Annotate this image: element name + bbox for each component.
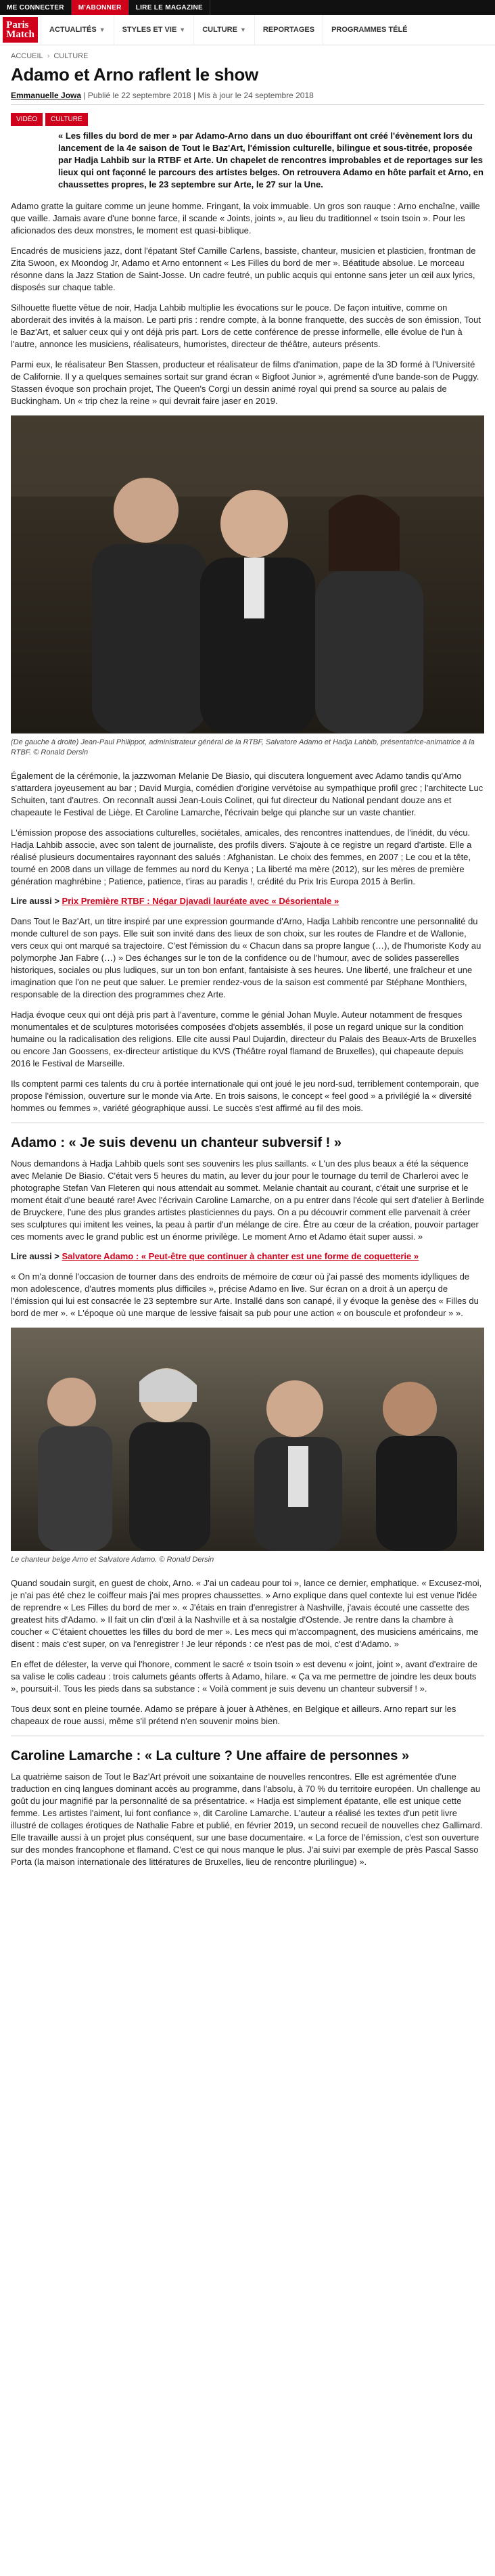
breadcrumb xyxy=(11,45,484,60)
tag-culture[interactable]: CULTURE xyxy=(45,113,87,126)
article-dates: | Publié le 22 septembre 2018 | Mis à jour le 24 septembre 2018 xyxy=(81,91,314,100)
breadcrumb-separator: › xyxy=(47,52,50,60)
photo-arno-adamo-image xyxy=(11,1328,484,1551)
arrow-right-icon: > xyxy=(54,896,62,906)
article-meta xyxy=(11,91,484,105)
photo-caption: (De gauche à droite) Jean-Paul Philippot, administrateur général de la RTBF, Salvatore Adamo et Hadja Lahbib, présentatrice-animatrice à la RTBF. © Ronald Dersin xyxy=(11,738,475,756)
connect-link[interactable]: ME CONNECTER xyxy=(0,0,72,15)
related-article xyxy=(11,896,484,906)
nav-actualites-label: ACTUALITÉS xyxy=(49,26,97,34)
nav-actualites[interactable] xyxy=(41,15,114,45)
paragraph: Également de la cérémonie, la jazzwoman Melanie De Biasio, qui discutera longuement avec Adamo tandis qu'Arno s'attardera joyeusement au bar ; David Murgia, comédien d'origine vervétoise au sympathique profil grec ; l'architecte Luc Schuiten, tant d'autres. On reconnaît aussi Jean-Louis Colinet, qui fut directeur du National pendant douze ans et chapeaute le Festival de Liège. Et Caroline Lamarche, l'écrivain belge qui planche sur un vaste chantier. xyxy=(11,771,484,817)
section-heading: Caroline Lamarche : « La culture ? Une affaire de personnes » xyxy=(11,1748,410,1763)
related-article xyxy=(11,1251,484,1261)
paragraph: En effet de délester, la verve qui l'honore, comment le sacré « tsoin tsoin » est devenu « joint, joint », avant d'extraire de sa valise le colis cadeau : trois calumets géants offerts à Adamo, hilare. « Ça va me permettre de joindre les deux bouts », poursuit-il. Tous les pieds dans sa substance : « Voilà comment je suis devenu un chanteur subversif ! ». xyxy=(11,1659,477,1694)
logo-box xyxy=(3,17,38,43)
subscribe-link[interactable]: M'ABONNER xyxy=(72,0,129,15)
breadcrumb-section[interactable]: CULTURE xyxy=(53,52,89,60)
paris-match-logo[interactable] xyxy=(0,15,41,45)
photo-arno-adamo xyxy=(11,1328,484,1551)
breadcrumb-home[interactable]: ACCUEIL xyxy=(11,52,43,60)
paragraph: Encadrés de musiciens jazz, dont l'épatant Stef Camille Carlens, bassiste, chanteur, musicien et plasticien, frontman de Zita Swoon, ex Moondog Jr, Adamo et Arno entonnent « Les Filles du bord de mer ». Béatitude absolue. Le morceau résonne dans la Jazz Station de Saint-Josse. Un cadre feutré, un public acquis qui entonne sans jeter un œil aux lyrics, disposés sur chaque table. xyxy=(11,246,476,292)
nav-programmes-label: PROGRAMMES TÉLÉ xyxy=(331,26,408,34)
article-container xyxy=(0,45,495,1868)
paragraph: « On m'a donné l'occasion de tourner dans des endroits de mémoire de cœur où j'ai passé des moments idylliques de mon adolescence, d'autres moments plus difficiles », précise Adamo en live. Sur écran on a droit à un aperçu de l'émission qui lui est consacrée le 23 septembre sur Arte. Installé dans son canapé, il y évoque la genèse des « Filles du bord de mer ». « L'époque où une marque de lessive faisait sa pub pour une action « on bouscule et profondeur » ». xyxy=(11,1271,479,1318)
photo-ceremony xyxy=(11,415,484,733)
chevron-down-icon: ▼ xyxy=(179,26,186,33)
nav-reportages[interactable] xyxy=(254,15,323,45)
paragraph: Tous deux sont en pleine tournée. Adamo se prépare à jouer à Athènes, en Belgique et ailleurs. Arno repart sur les chapeaux de roue aussi, même s'il prétend n'en souvenir moins bien. xyxy=(11,1704,456,1726)
logo-line2: Match xyxy=(6,29,34,40)
nav-programmes[interactable] xyxy=(323,15,415,45)
paragraph: Quand soudain surgit, en guest de choix, Arno. « J'ai un cadeau pour toi », lance ce dernier, emphatique. « Excusez-moi, je n'ai pas été chez le coiffeur mais j'ai mes propres chaussettes. » Arno explique dans quel contexte lui est venue l'idée de reprendre « Les Filles du bord de mer ». « J'étais en train d'enregistrer à Nashville, j'avais écouté une cassette des greatest hits d'Adamo. » Il fait un clin d'œil à la Nashville et à sa nostalgie d'Ostende. Je rentre dans la chambre à coucher « C'étaient chouettes les filles du bord de mer ». Les mecs qui m'accompagnent, des musiciens américains, me disent : mais c'est super, on va l'enregistrer ! Je leur réponds : ce n'est pas de moi, c'est d'Adamo. » xyxy=(11,1578,482,1649)
related-label: Lire aussi > xyxy=(11,1251,62,1261)
article-chapo: « Les filles du bord de mer » par Adamo-Arno dans un duo ébouriffant ont créé l'évènement lors du lancement de la 4e saison de Tout le Baz'Art, l'émission culturelle, bilingue et sous-titrée, proposée par Hadja Lahbib sur la RTBF et Arte. Un chapelet de rencontres improbables et de reportages sur les lieux qui ont façonné le parcours des artistes belges. On retrouvera Adamo en hôte parfait et Arno, en chaussettes propres, le 23 septembre sur Arte, le 27 sur la Une. xyxy=(58,131,484,189)
nav-styles-label: STYLES ET VIE xyxy=(122,26,177,34)
nav-styles[interactable] xyxy=(114,15,194,45)
top-bar xyxy=(0,0,495,15)
related-link[interactable]: Salvatore Adamo : « Peut-être que continuer à chanter est une forme de coquetterie » xyxy=(62,1251,419,1261)
related-link[interactable]: Prix Première RTBF : Négar Djavadi lauréate avec « Désorientale » xyxy=(62,896,339,906)
photo-caption: Le chanteur belge Arno et Salvatore Adamo. © Ronald Dersin xyxy=(11,1556,214,1564)
photo-ceremony-image xyxy=(11,415,484,733)
paragraph: Parmi eux, le réalisateur Ben Stassen, producteur et réalisateur de films d'animation, pape de la 3D formé à l'Université de Californie. Il y a quelques semaines sortait sur grand écran « Bigfoot Junior », agrémenté d'une bande-son de Puggy. Stassen évoque son prochain projet, The Queen's Corgi un dessin animé royal qui prend sa source au palais de Buckingham. Un « trip chez la reine » qui devrait faire jaser en 2019. xyxy=(11,359,479,406)
paragraph: Hadja évoque ceux qui ont déjà pris part à l'aventure, comme le génial Johan Muyle. Auteur notamment de fresques monumentales et de sculptures motorisées composées d'objets assemblés, il pose un regard unique sur la condition humaine ou la radicalisation des religions. Elle cite aussi Paul Dujardin, directeur du Palais des Beaux-Arts de Bruxelles ou encore Jan Goossens, ex-directeur artistique du KVS (Théâtre royal flamand de Bruxelles), qui chapeaute depuis 2016 le Festival de Marseille. xyxy=(11,1010,477,1068)
paragraph: La quatrième saison de Tout le Baz'Art prévoit une soixantaine de nouvelles rencontres. Elle est agrémentée d'une traduction en cinq langues dominant accès au programme, dans l'absolu, à 70 % du territoire européen. Un challenge au goût du jour magnifié par la personnalité de sa présentatrice. « Hadja est simplement épatante, elle est unique cette femme. Les artistes l'aiment, lui font confiance », dit Caroline Lamarche. L'auteur a réalisé les textes d'un petit livre illustré de collages érotiques de Nathalie Fabre et publié, en février 2019, un second recueil de nouvelles chez Gallimard. Elle travaille aussi à un projet plus conséquent, sur une base documentaire. « La force de l'émission, c'est son ouverture sur des mondes francophone et flamand. C'est ce qui nous manque le plus. J'ai suivi par exemple de près Pascal Sasso Porta (la maison internationale des littératures de Bruxelles, lieu de rencontre plurilingue) ». xyxy=(11,1771,483,1867)
nav-reportages-label: REPORTAGES xyxy=(262,26,315,34)
chevron-down-icon: ▼ xyxy=(239,26,246,33)
main-nav xyxy=(0,15,495,45)
chevron-down-icon: ▼ xyxy=(99,26,105,33)
article-tags xyxy=(11,105,484,130)
related-label: Lire aussi xyxy=(11,896,55,906)
paragraph: Nous demandons à Hadja Lahbib quels sont ses souvenirs les plus saillants. « L'un des plus beaux a été la séquence avec Melanie De Biasio. C'était vers 5 heures du matin, au lever du jour pour le tournage du terril de Charleroi avec le photographe Stefan Van Fleteren qui nous attendait au sommet. Melanie chantait au courant, c'était une surprise et le moment était d'une beauté rare! Avec l'écrivain Caroline Lamarche, on a pu entrer dans l'école qui sert d'atelier à Berlinde de Bruyckere, l'une des plus grandes artistes plasticiennes du pays. On a pu découvrir comment elle parvenait à créer ses sculptures qui imitent les veines, la peau à partir d'un mélange de cire. Être au cœur de la création, pouvoir partager ces moments avec le grand public est un énorme privilège. Le moment Arno et Adamo était super aussi. » xyxy=(11,1158,484,1242)
logo-line1: Paris xyxy=(6,20,29,30)
paragraph: Silhouette fluette vêtue de noir, Hadja Lahbib multiplie les évocations sur le pouce. De façon intuitive, comme on aborderait des invités à la maison. Le parti pris : rendre compte, à la bonne franquette, des succès de son émission, Tout le Baz'Art, et saluer ceux qui y ont déjà pris part. Lors de cette conférence de presse informelle, elle évolue de l'un à l'autre, annonce les musiciens, réalisateurs, humoristes, directeur de théâtre, auteurs présents. xyxy=(11,302,481,349)
article-title: Adamo et Arno raflent le show xyxy=(11,64,258,85)
author-link[interactable]: Emmanuelle Jowa xyxy=(11,91,82,100)
nav-culture-label: CULTURE xyxy=(202,26,237,34)
paragraph: L'émission propose des associations culturelles, sociétales, amicales, des rencontres inattendues, de l'inédit, du vécu. Hadja Lahbib associe, avec son talent de journaliste, des profils divers. S'ajoute à ce registre un regard d'artiste. Elle a réalisé plusieurs documentaires rayonnant des salués : Afghanistan. Le choix des femmes, en 2007 ; Le cou et la tête, tourné en 2008 dans un village de femmes au nord du Kenya ; La liberté ma mère (2012), sur les mères de première génération maghrébine ; Patience, patience, t'iras au paradis !, crédité du Prix Iris Europa 2015 à Berlin. xyxy=(11,828,472,886)
paragraph: Dans Tout le Baz'Art, un titre inspiré par une expression gourmande d'Arno, Hadja Lahbib rencontre une personnalité du monde culturel de son pays. Elle suit son invité dans des lieux de son choix, sur les routes de Flandre et de Wallonie, vers ceux qui ont marqué sa trajectoire. C'est l'émission du « Chacun dans sa propre langue (…), de l'humoriste Kody au polymorphe Jan Fabre (…) » Des échanges sur le ton de la confidence ou de l'humour, avec de solides passerelles historiques, sociales ou plus ludiques, sur un ton bon enfant, fantaisiste à ses heures. Une liberté, une fraîcheur et une imagination que l'on ne peut que saluer. Le premier rendez-vous de la saison est commenté par Stéphane Monthiers, responsable de la direction des programmes chez Arte. xyxy=(11,916,481,999)
tag-video[interactable]: VIDÉO xyxy=(11,113,43,126)
magazine-link[interactable]: LIRE LE MAGAZINE xyxy=(129,0,210,15)
section-heading: Adamo : « Je suis devenu un chanteur subversif ! » xyxy=(11,1135,342,1150)
nav-culture[interactable] xyxy=(193,15,254,45)
paragraph: Adamo gratte la guitare comme un jeune homme. Fringant, la voix immuable. Un gros son rauque : Arno enchaîne, vaille que vaille. Jamais avare d'une bonne farce, il scande « Joints, joints », au lieu du traditionnel « tsoin tsoin ». Pour les aficionados des deux monstres, le moment est quasi-biblique. xyxy=(11,201,480,235)
paragraph: Ils comptent parmi ces talents du cru à portée internationale qui ont joué le jeu nord-sud, terriblement contemporain, que propose l'émission, ouverture sur le monde via Arte. En trois saisons, le concept « feel good » a privilégié la « diversité hommes ou femmes », variété géographique aussi. Le succès s'est affirmé au fil des mois. xyxy=(11,1079,479,1113)
